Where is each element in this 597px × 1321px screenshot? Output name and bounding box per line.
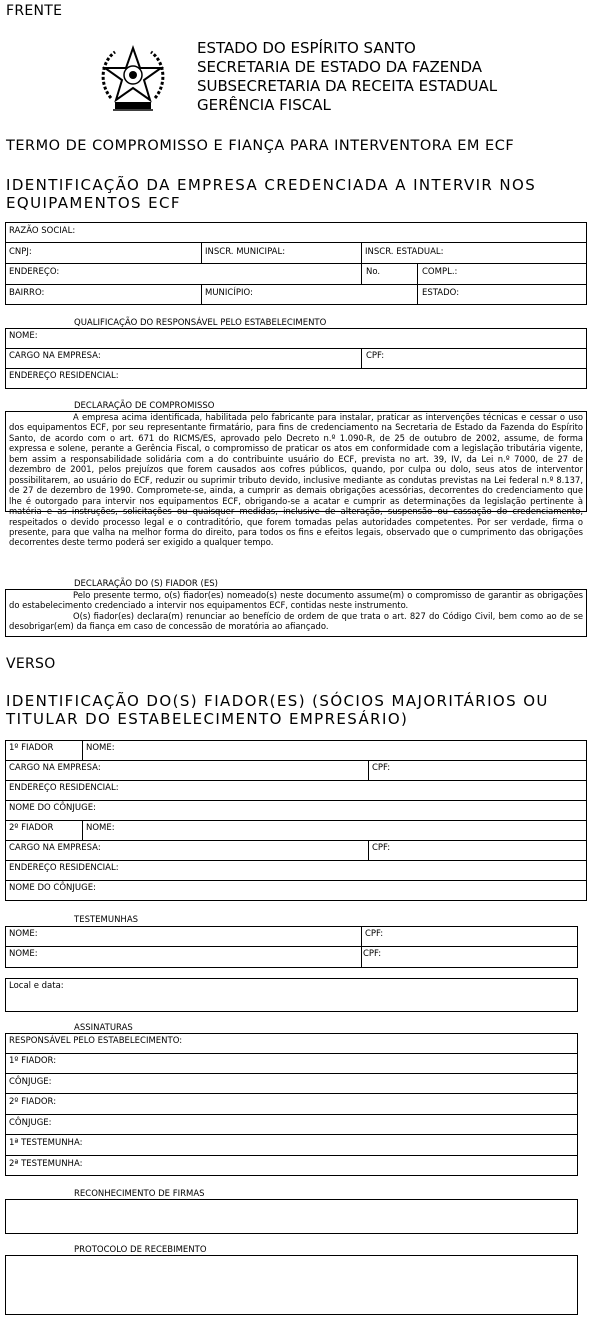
signature-witness-2-field[interactable]: 2ª TESTEMUNHA: (9, 1159, 83, 1169)
guarantor-declaration-box (5, 589, 587, 637)
witnesses-title: TESTEMUNHAS (74, 915, 139, 925)
witness-2-cpf-field[interactable]: CPF: (363, 949, 382, 959)
notarization-title: RECONHECIMENTO DE FIRMAS (74, 1189, 205, 1199)
company-section-title-2: EQUIPAMENTOS ECF (6, 194, 181, 212)
guarantor-declaration-title: DECLARAÇÃO DO (S) FIADOR (ES) (74, 579, 218, 589)
signature-guarantor-2-field[interactable]: 2º FIADOR: (9, 1097, 57, 1107)
header-management: GERÊNCIA FISCAL (197, 96, 331, 114)
guarantor-2-label: 2º FIADOR (9, 823, 54, 833)
signature-guarantor-1-field[interactable]: 1º FIADOR: (9, 1056, 57, 1066)
front-label: FRENTE (6, 3, 63, 19)
responsible-endereco-field[interactable]: ENDEREÇO RESIDENCIAL: (9, 371, 119, 381)
witness-1-nome-field[interactable]: NOME: (9, 929, 38, 939)
receipt-title: PROTOCOLO DE RECEBIMENTO (74, 1245, 207, 1255)
guarantor-1-conjuge-field[interactable]: NOME DO CÔNJUGE: (9, 803, 96, 813)
numero-field[interactable]: No. (366, 267, 381, 277)
header-secretariat: SECRETARIA DE ESTADO DA FAZENDA (197, 58, 483, 76)
guarantor-2-cargo-field[interactable]: CARGO NA EMPRESA: (9, 843, 101, 853)
company-section-title-1: IDENTIFICAÇÃO DA EMPRESA CREDENCIADA A INTERVIR NOS (6, 176, 537, 194)
guarantor-declaration-paragraph-1: Pelo presente termo, o(s) fiador(es) nomeado(s) neste documento assume(m) o compromisso de garantir as obrigações do estabelecimento credenciado a intervir nos equipamentos ECF, contidas neste instrumento. (9, 590, 583, 611)
guarantor-1-cargo-field[interactable]: CARGO NA EMPRESA: (9, 763, 101, 773)
signature-spouse-2-field[interactable]: CÔNJUGE: (9, 1118, 52, 1128)
signature-responsible-field[interactable]: RESPONSÁVEL PELO ESTABELECIMENTO: (9, 1036, 183, 1046)
signature-spouse-1-field[interactable]: CÔNJUGE: (9, 1077, 52, 1087)
receipt-box[interactable] (5, 1255, 578, 1315)
witness-1-cpf-field[interactable]: CPF: (365, 929, 384, 939)
witnesses-table (5, 926, 578, 968)
guarantor-1-endereco-field[interactable]: ENDEREÇO RESIDENCIAL: (9, 783, 119, 793)
signatures-title: ASSINATURAS (74, 1023, 133, 1033)
guarantor-1-cpf-field[interactable]: CPF: (372, 763, 391, 773)
commitment-title: DECLARAÇÃO DE COMPROMISSO (74, 401, 215, 411)
guarantor-1-label: 1º FIADOR (9, 743, 54, 753)
estado-field[interactable]: ESTADO: (422, 288, 460, 298)
back-label: VERSO (6, 656, 56, 672)
guarantor-2-cpf-field[interactable]: CPF: (372, 843, 391, 853)
endereco-field[interactable]: ENDEREÇO: (9, 267, 60, 277)
header-subsecretariat: SUBSECRETARIA DA RECEITA ESTADUAL (197, 77, 498, 95)
guarantor-2-conjuge-field[interactable]: NOME DO CÔNJUGE: (9, 883, 96, 893)
responsible-section-title: QUALIFICAÇÃO DO RESPONSÁVEL PELO ESTABELECIMENTO (74, 318, 327, 328)
header-state: ESTADO DO ESPÍRITO SANTO (197, 39, 416, 57)
responsible-cargo-field[interactable]: CARGO NA EMPRESA: (9, 351, 101, 361)
place-date-field[interactable]: Local e data: (9, 981, 64, 991)
municipio-field[interactable]: MUNICÍPIO: (205, 288, 253, 298)
signature-witness-1-field[interactable]: 1ª TESTEMUNHA: (9, 1138, 83, 1148)
commitment-text-box (5, 411, 587, 548)
responsible-cpf-field[interactable]: CPF: (366, 351, 385, 361)
guarantor-1-nome-field[interactable]: NOME: (86, 743, 115, 753)
responsible-nome-field[interactable]: NOME: (9, 331, 38, 341)
guarantors-section-title-1: IDENTIFICAÇÃO DO(S) FIADOR(ES) (SÓCIOS MAJORITÁRIOS OU (6, 692, 549, 710)
guarantor-declaration-paragraph-2: O(s) fiador(es) declara(m) renunciar ao benefício de ordem de que trata o art. 827 do Código Civil, bem como ao de se desobrigar(em) da fiança em caso de concessão de moratória ao afiançado. (9, 610, 583, 632)
state-coat-of-arms-icon (93, 40, 173, 120)
place-date-box (5, 978, 578, 1012)
guarantors-section-title-2: TITULAR DO ESTABELECIMENTO EMPRESÁRIO) (6, 710, 409, 728)
commitment-text: A empresa acima identificada, habilitada pelo fabricante para instalar, praticar as intervenções técnicas e cessar o uso dos equipamentos ECF, por seu representante firmatário, para fins de credenciamento na Secretaria de Estado da Fazenda do Espírito Santo, de acordo com o art. 671 do RICMS/ES, aprovado pelo Decreto n.º 1.090-R, de 25 de outubro de 2002, assume, de forma expressa e solene, perante a Gerência Fiscal, o compromisso de praticar os atos em conformidade com a legislação tributária vigente, bem assim a responsabilidade solidária com a do contribuinte usuário do ECF, prevista no art. 39, IV, da Lei n.º 7000, de 27 de dezembro de 2001, pelos prejuízos que forem causados aos cofres públicos, quando, por culpa ou dolo, seus atos de interventor possibilitarem, ao usuário do ECF, reduzir ou suprimir tributo devido, inclusive mediante as condutas previstas na Lei federal n.º 8.137, de 27 de dezembro de 1990. Compromete-se, ainda, a cumprir as demais obrigações acessórias, decorrentes do credenciamento que lhe é outorgado para intervir nos equipamentos ECF, obrigando-se a acatar e cumprir as determinações da legislação pertinente à matéria e as instruções, solicitações ou quaisquer medidas, inclusive de alteração, suspensão ou cassação do credenciamento, respeitados o devido processo legal e o contraditório, que forem tomadas pelas autoridades competentes. Por ser verdade, firma o presente, para que valha na melhor forma do direito, para todos os fins e efeitos legais, observado que o cumprimento das obrigações decorrentes deste termo poderá ser exigido a qualquer tempo. (9, 412, 583, 548)
razao-social-field[interactable]: RAZÃO SOCIAL: (9, 226, 76, 236)
guarantor-2-nome-field[interactable]: NOME: (86, 823, 115, 833)
inscr-municipal-field[interactable]: INSCR. MUNICIPAL: (205, 247, 286, 257)
witness-2-nome-field[interactable]: NOME: (9, 949, 38, 959)
notarization-box[interactable] (5, 1199, 578, 1234)
cnpj-field[interactable]: CNPJ: (9, 247, 32, 257)
guarantor-2-endereco-field[interactable]: ENDEREÇO RESIDENCIAL: (9, 863, 119, 873)
bairro-field[interactable]: BAIRRO: (9, 288, 45, 298)
inscr-estadual-field[interactable]: INSCR. ESTADUAL: (365, 247, 444, 257)
complemento-field[interactable]: COMPL.: (422, 267, 458, 277)
document-title: TERMO DE COMPROMISSO E FIANÇA PARA INTERVENTORA EM ECF (6, 138, 515, 154)
